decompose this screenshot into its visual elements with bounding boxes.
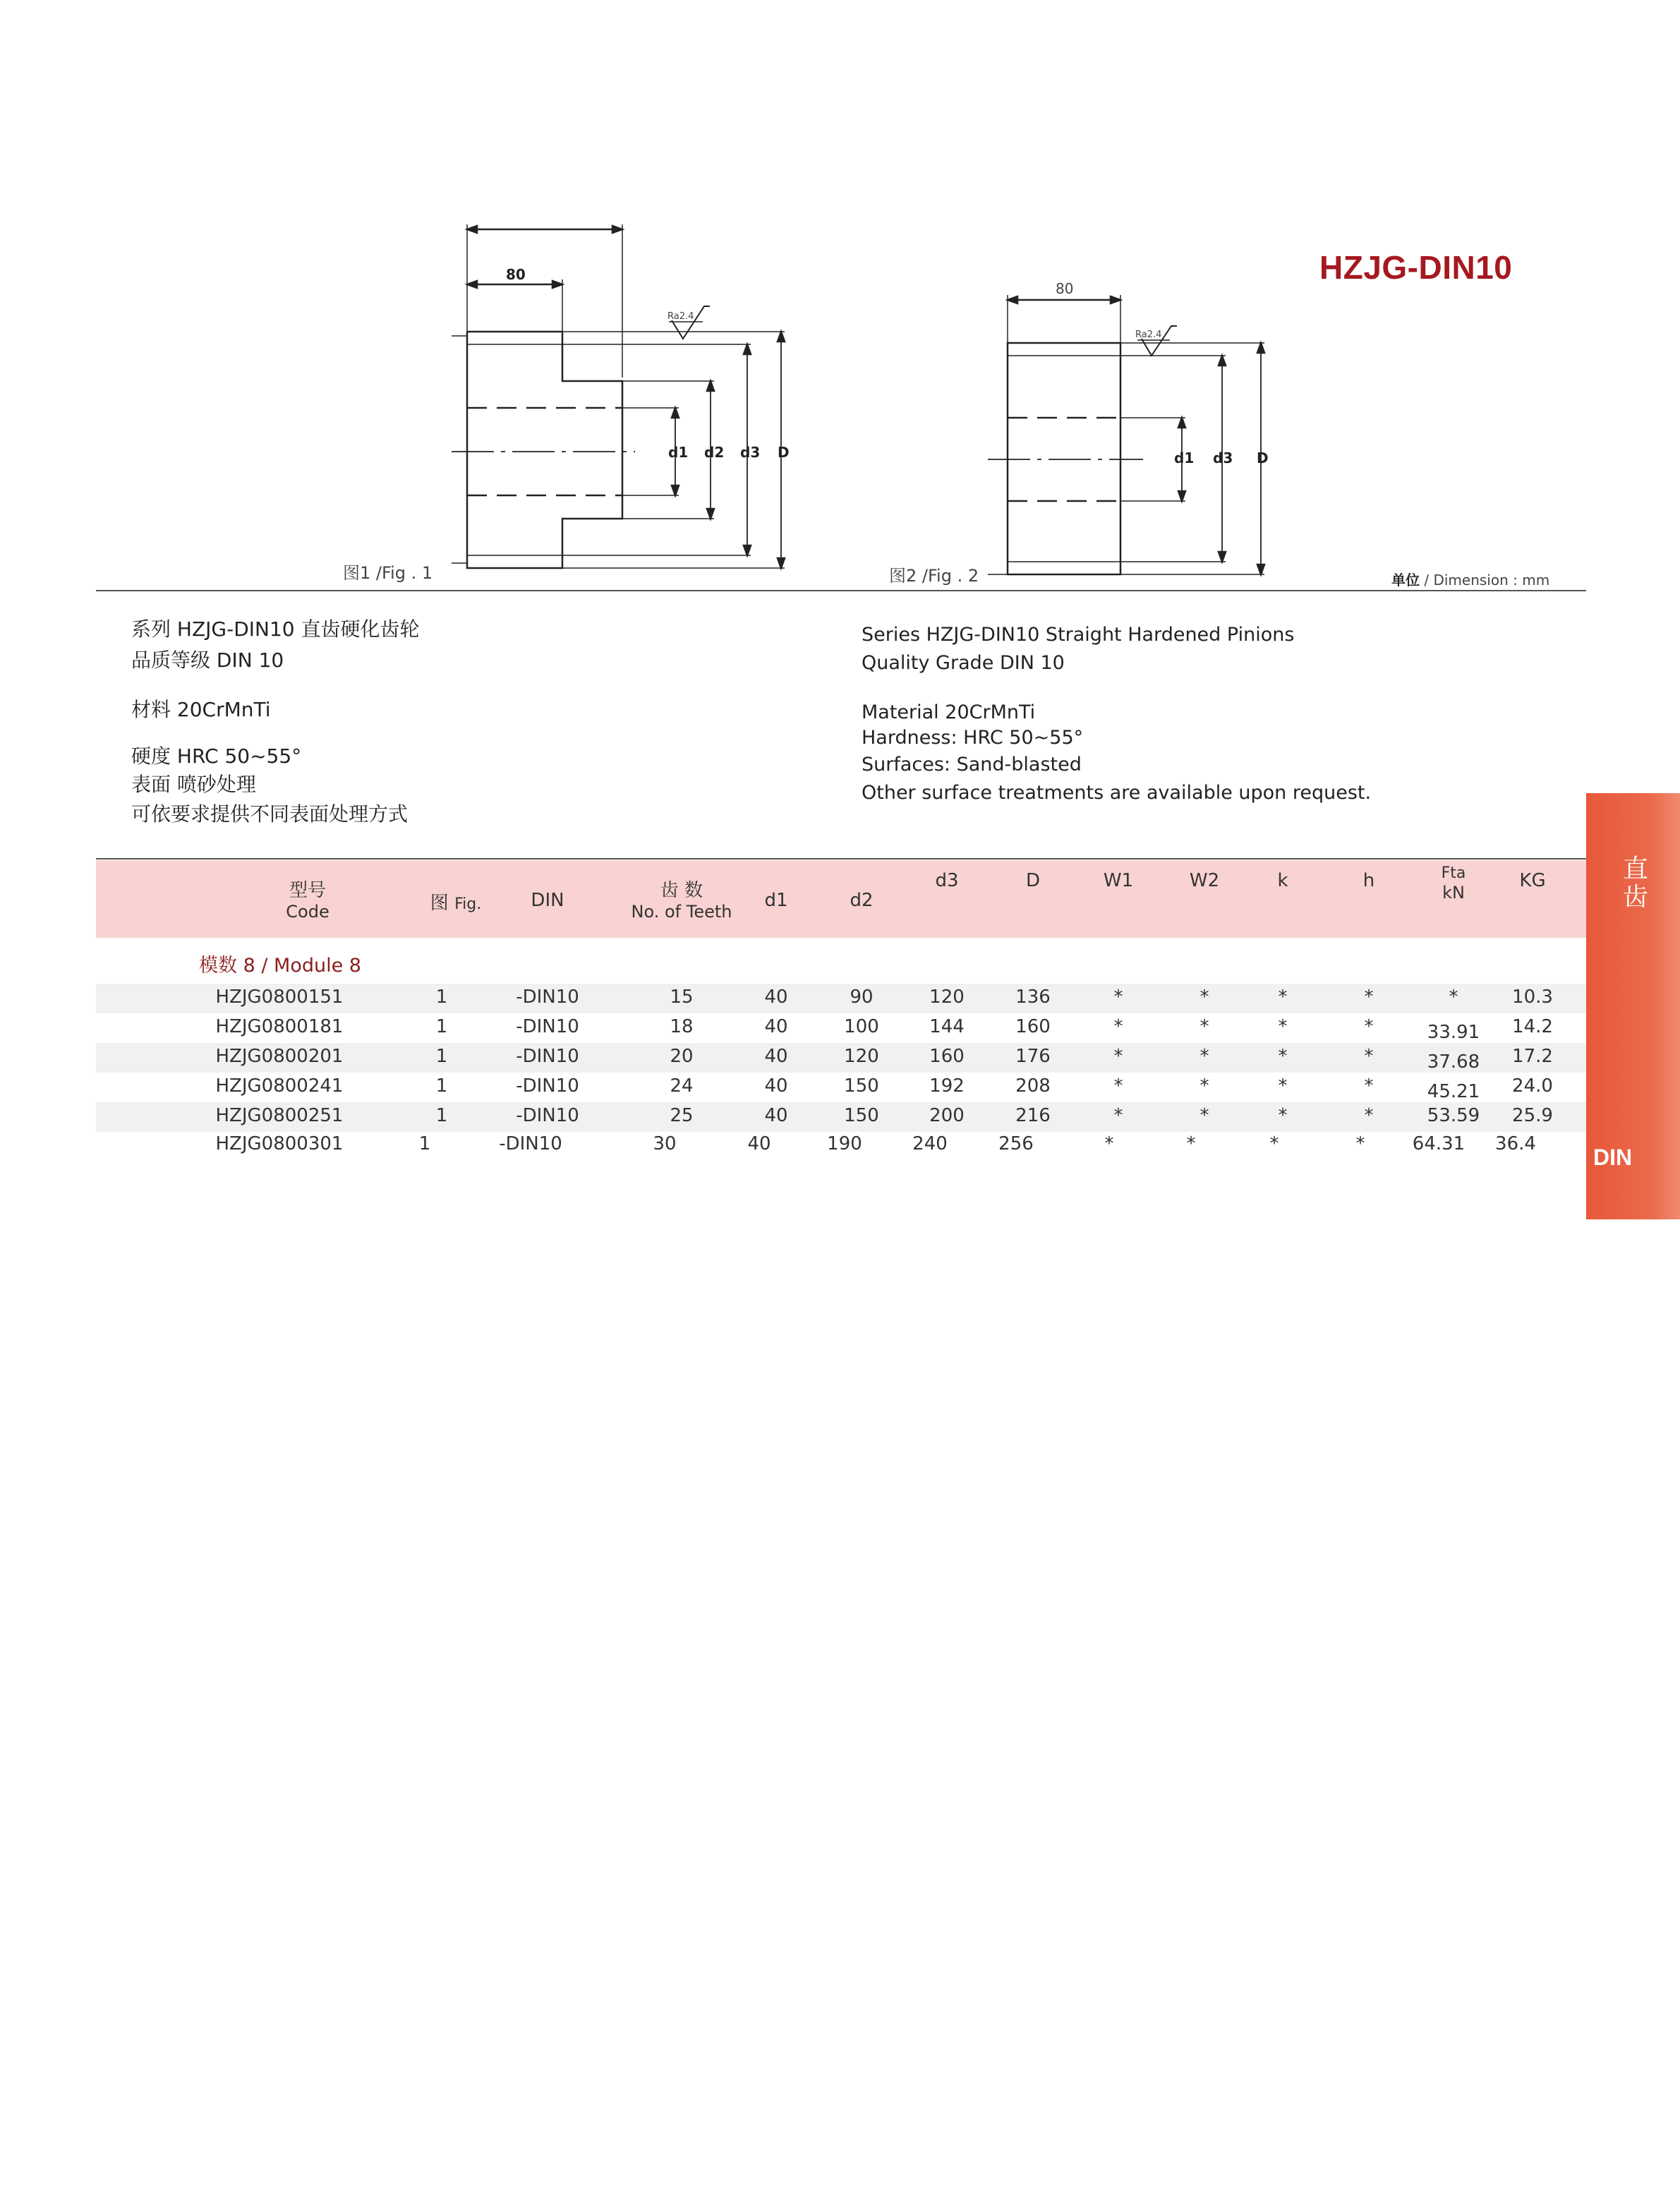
technical-drawings [0,0,1680,607]
sidebar-label-din: DIN [1593,1145,1633,1170]
cell-w2: * [1199,987,1209,1008]
cell-k: * [1278,1016,1288,1037]
table-row [96,984,1586,1013]
fig2-d3-label: d3 [1213,450,1233,466]
unit-label-en: / Dimension : mm [1424,572,1550,589]
fig1-width-label: 80 [506,266,526,283]
th-d3: d3 [935,870,959,891]
cell-d2: 150 [844,1075,879,1097]
fig2-roughness-label: Ra2.4 [1135,330,1162,340]
cell-din: -DIN10 [516,1016,579,1037]
cell-d3: 144 [929,1016,965,1037]
cell-D: 160 [1015,1016,1051,1037]
cell-d3: 240 [912,1133,948,1154]
th-code-en: Code [286,902,330,922]
th-fta [1418,862,1489,903]
cell-h: * [1364,987,1374,1008]
cell-D: 208 [1015,1075,1051,1097]
cell-k: * [1278,1046,1288,1067]
cell-fta: 37.68 [1427,1051,1480,1073]
spec-en-options: Other surface treatments are available upon request. [862,782,1372,804]
cell-kg: 10.3 [1512,987,1553,1008]
cell-din: -DIN10 [516,1075,579,1097]
cell-din: -DIN10 [499,1133,562,1154]
cell-k: * [1278,987,1288,1008]
table-header [96,860,1586,938]
cell-code: HZJG0800301 [215,1133,344,1154]
th-teeth [597,876,766,922]
th-fig-en: Fig. [454,895,482,913]
cell-teeth: 20 [670,1046,694,1067]
unit-note [1391,569,1549,589]
cell-d1: 40 [764,1046,788,1067]
cell-h: * [1364,1016,1374,1037]
fig2-d1-label: d1 [1174,450,1195,466]
fig1-d2-label: d2 [704,444,725,461]
cell-d2: 190 [827,1133,862,1154]
spec-cn-surface: 表面 喷砂处理 [131,773,256,796]
cell-w2: * [1186,1133,1196,1154]
spec-cn-options: 可依要求提供不同表面处理方式 [131,802,409,826]
th-w2: W2 [1189,870,1220,891]
cell-d2: 150 [844,1105,879,1126]
spec-en-material: Material 20CrMnTi [862,701,1036,723]
cell-fig: 1 [435,1016,448,1037]
cell-fta: * [1449,987,1458,1008]
table-row [96,1102,1586,1132]
cell-d3: 120 [929,987,965,1008]
fig2-caption: 图2 /Fig . 2 [889,566,979,586]
cell-code: HZJG0800151 [215,987,344,1008]
th-fta-unit: kN [1442,883,1465,903]
spec-en-quality: Quality Grade DIN 10 [862,652,1065,674]
cell-code: HZJG0800181 [215,1016,344,1037]
cell-kg: 24.0 [1512,1075,1553,1097]
fig1-d1-label: d1 [668,444,689,461]
cell-w1: * [1113,1105,1123,1126]
cell-kg: 14.2 [1512,1016,1553,1037]
th-code [244,876,371,922]
th-fig-cn: 图 [430,893,449,914]
fig2-width-label: 80 [1056,280,1074,297]
cell-d3: 200 [929,1105,965,1126]
th-w1: W1 [1103,870,1134,891]
spec-cn-quality: 品质等级 DIN 10 [131,648,284,672]
fig1-D-label: D [778,444,790,461]
sidebar-label-cn: 直齿 [1623,855,1649,912]
table-row [96,1073,1586,1102]
fig2-D-label: D [1257,450,1269,466]
cell-h: * [1364,1105,1374,1126]
cell-teeth: 15 [670,987,694,1008]
cell-fta: 45.21 [1427,1081,1480,1102]
cell-fta: 53.59 [1427,1105,1480,1126]
fig1-d3-label: d3 [740,444,761,461]
cell-teeth: 25 [670,1105,694,1126]
cell-kg: 25.9 [1512,1105,1553,1126]
cell-d1: 40 [764,987,788,1008]
spec-en-surface: Surfaces: Sand-blasted [862,754,1082,776]
spec-en-series: Series HZJG-DIN10 Straight Hardened Pinions [862,624,1295,646]
cell-h: * [1355,1133,1365,1154]
cell-teeth: 30 [653,1133,677,1154]
spec-cn-series: 系列 HZJG-DIN10 直齿硬化齿轮 [131,617,420,641]
cell-h: * [1364,1046,1374,1067]
cell-d3: 160 [929,1046,965,1067]
cell-din: -DIN10 [516,1046,579,1067]
module-label: 模数 8 / Module 8 [199,955,361,977]
cell-fig: 1 [418,1133,431,1154]
divider-top [96,590,1586,591]
th-D: D [1025,870,1041,891]
cell-code: HZJG0800251 [215,1105,344,1126]
cell-fig: 1 [435,987,448,1008]
th-d1: d1 [764,890,788,911]
cell-teeth: 24 [670,1075,694,1097]
cell-kg: 36.4 [1495,1133,1536,1154]
figure-1-drawing [452,224,785,568]
cell-d1: 40 [764,1105,788,1126]
cell-d1: 40 [747,1133,771,1154]
cell-d2: 120 [844,1046,879,1067]
spec-en-hardness: Hardness: HRC 50~55° [862,727,1084,749]
cell-d2: 90 [850,987,874,1008]
fig1-caption: 图1 /Fig . 1 [343,563,433,583]
spec-cn-material: 材料 20CrMnTi [131,698,271,721]
cell-kg: 17.2 [1512,1046,1553,1067]
cell-w1: * [1113,987,1123,1008]
table-row [96,1130,1586,1160]
figure-2-drawing [988,295,1264,574]
cell-h: * [1364,1075,1374,1097]
cell-D: 256 [998,1133,1034,1154]
th-teeth-cn: 齿 数 [660,880,703,901]
cell-fta: 33.91 [1427,1022,1480,1043]
th-kg: KG [1519,870,1546,891]
cell-w1: * [1113,1016,1123,1037]
cell-d3: 192 [929,1075,965,1097]
cell-fta: 64.31 [1412,1133,1466,1154]
th-fta-label: Fta [1441,864,1466,882]
cell-w2: * [1199,1046,1209,1067]
cell-w1: * [1113,1046,1123,1067]
th-din: DIN [531,890,564,911]
cell-fig: 1 [435,1105,448,1126]
cell-k: * [1278,1075,1288,1097]
cell-d1: 40 [764,1016,788,1037]
divider-table [96,858,1586,859]
cell-d1: 40 [764,1075,788,1097]
page-title: HZJG-DIN10 [1319,249,1513,286]
table-row [96,1043,1586,1073]
cell-D: 216 [1015,1105,1051,1126]
cell-din: -DIN10 [516,987,579,1008]
cell-din: -DIN10 [516,1105,579,1126]
cell-w1: * [1113,1075,1123,1097]
cell-code: HZJG0800241 [215,1075,344,1097]
th-k: k [1277,870,1288,891]
cell-w1: * [1104,1133,1114,1154]
cell-fig: 1 [435,1075,448,1097]
cell-D: 176 [1015,1046,1051,1067]
table-row [96,1013,1586,1043]
cell-k: * [1278,1105,1288,1126]
cell-D: 136 [1015,987,1051,1008]
th-d2: d2 [850,890,874,911]
th-fig [421,888,491,915]
cell-k: * [1269,1133,1279,1154]
cell-fig: 1 [435,1046,448,1067]
cell-w2: * [1199,1105,1209,1126]
th-code-cn: 型号 [289,880,326,901]
cell-d2: 100 [844,1016,879,1037]
cell-w2: * [1199,1075,1209,1097]
th-teeth-en: No. of Teeth [631,902,732,922]
spec-cn-hardness: 硬度 HRC 50~55° [131,744,302,768]
fig1-roughness-label: Ra2.4 [667,311,694,322]
th-h: h [1362,870,1375,891]
cell-teeth: 18 [670,1016,694,1037]
cell-w2: * [1199,1016,1209,1037]
unit-label-cn: 单位 [1391,572,1420,589]
cell-code: HZJG0800201 [215,1046,344,1067]
